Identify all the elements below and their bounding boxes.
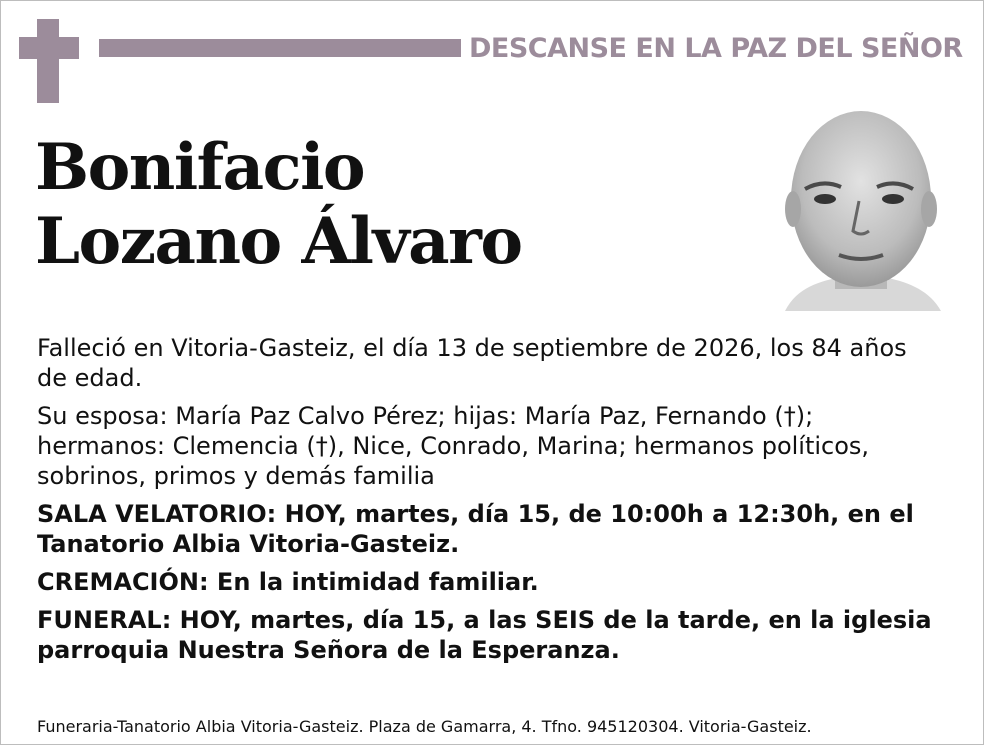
death-statement: Falleció en Vitoria-Gasteiz, el día 13 de septiembre de 2026, los 84 años de edad. (37, 334, 907, 392)
family-list: Su esposa: María Paz Calvo Pérez; hijas: María Paz, Fernando (†); hermanos: Clemencia (†), Nice, Conrado, Marina; hermanos políticos, sobrinos, primos y demás familia (37, 402, 870, 490)
deceased-last-names: Lozano Álvaro (35, 204, 522, 279)
obituary-body (37, 333, 937, 673)
cross-vertical-bar (37, 19, 59, 103)
funeral-details: FUNERAL: HOY, martes, día 15, a las SEIS de la tarde, en la iglesia parroquia Nuestra Señora de la Esperanza. (37, 606, 932, 664)
header-divider-bar (99, 39, 461, 57)
funeral-home-footer: Funeraria-Tanatorio Albia Vitoria-Gasteiz. Plaza de Gamarra, 4. Tfno. 945120304. Vitoria-Gasteiz. (37, 717, 812, 736)
cross-horizontal-bar (19, 37, 79, 59)
cremation-details: CREMACIÓN: En la intimidad familiar. (37, 568, 539, 596)
header-title: DESCANSE EN LA PAZ DEL SEÑOR (469, 33, 963, 64)
wake-details: SALA VELATORIO: HOY, martes, día 15, de 10:00h a 12:30h, en el Tanatorio Albia Vitoria-Gasteiz. (37, 500, 914, 558)
deceased-first-name: Bonifacio (35, 130, 365, 205)
deceased-name (35, 131, 522, 279)
deceased-portrait (777, 105, 947, 311)
